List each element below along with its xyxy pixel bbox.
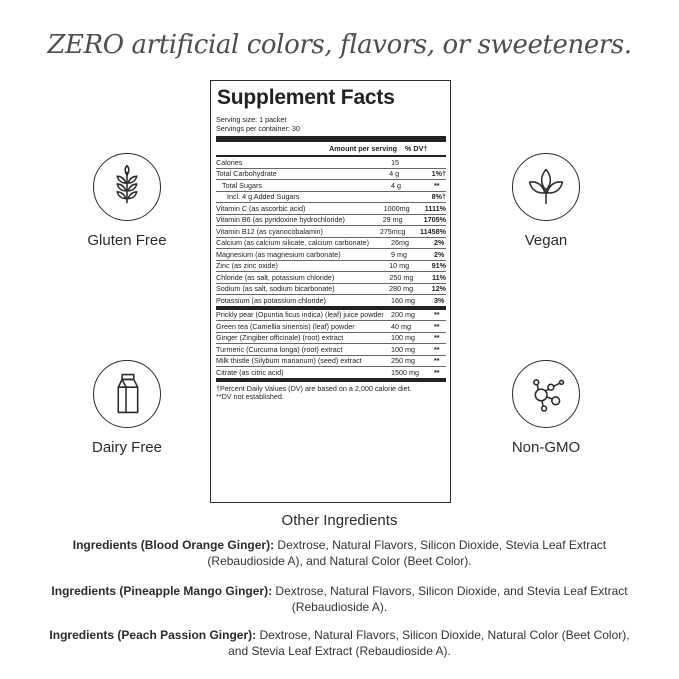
botanical-name: Turmeric (Curcuma longa) (root) extract <box>216 344 343 354</box>
facts-header-row <box>216 142 446 157</box>
servings-per-container: Servings per container: 30 <box>216 124 300 133</box>
botanical-dv: ** <box>434 310 440 319</box>
botanical-row <box>216 344 446 356</box>
leaf-icon <box>512 153 580 221</box>
nutrient-amount: 1000mg <box>383 203 410 213</box>
nutrient-dv: 91% <box>431 261 446 270</box>
botanical-amount: 200 mg <box>391 310 415 319</box>
botanical-row <box>216 333 446 345</box>
gluten-free-badge <box>72 153 182 249</box>
ingredients-pineapple-mango-ginger <box>40 583 639 615</box>
ingredients-text: Dextrose, Natural Flavors, Silicon Dioxide, Stevia Leaf Extract (Rebaudioside A), and Natural Color (Beet Color). <box>207 538 607 568</box>
nutrient-amount: 250 mg <box>389 272 414 282</box>
ingredients-peach-passion-ginger <box>40 627 639 659</box>
facts-row <box>216 261 446 273</box>
nutrient-amount: 15 <box>391 157 399 167</box>
ingredients-label: Ingredients (Pineapple Mango Ginger): <box>51 584 273 598</box>
nutrient-name: Total Carbohydrate <box>216 169 277 178</box>
ingredients-text: Dextrose, Natural Flavors, Silicon Dioxide, Natural Color (Beet Color), and Stevia Leaf Extract (Rebaudioside A). <box>228 628 630 658</box>
botanical-row <box>216 356 446 368</box>
facts-row <box>216 192 446 204</box>
nutrient-dv: 3% <box>434 295 445 305</box>
facts-row <box>216 272 446 284</box>
nutrient-name: Vitamin B6 (as pyridoxine hydrochloride) <box>216 215 345 224</box>
nutrient-amount: 280 mg <box>389 284 414 293</box>
amount-per-serving-header: Amount per serving <box>329 144 397 153</box>
botanical-row <box>216 367 446 378</box>
facts-row <box>216 215 446 227</box>
nutrient-name: Sodium (as salt, sodium bicarbonate) <box>216 284 335 293</box>
nutrient-dv: 2% <box>434 249 445 259</box>
ingredients-blood-orange-ginger <box>40 537 639 569</box>
botanical-amount: 40 mg <box>391 321 411 331</box>
dv-footnote: †Percent Daily Values (DV) are based on a 2,000 calorie diet. <box>216 383 412 393</box>
nutrient-amount: 10 mg <box>389 261 410 270</box>
botanical-dv: ** <box>434 356 440 365</box>
dv-not-established-footnote: **DV not established. <box>216 391 284 401</box>
botanical-name: Prickly pear (Opuntia ficus indica) (leaf) juice powder <box>216 310 384 319</box>
facts-row <box>216 203 446 215</box>
ingredients-label: Ingredients (Peach Passion Ginger): <box>49 628 257 642</box>
botanical-dv: ** <box>434 344 440 354</box>
nutrient-name: Total Sugars <box>222 180 262 190</box>
nutrient-name: Incl. 4 g Added Sugars <box>227 192 300 201</box>
non-gmo-label: Non-GMO <box>511 439 581 456</box>
facts-footnote <box>216 378 446 401</box>
nutrient-amount: 4 g <box>391 180 401 190</box>
vegan-label: Vegan <box>524 232 568 249</box>
gluten-free-label: Gluten Free <box>87 232 167 249</box>
nutrient-amount: 160 mg <box>391 295 415 305</box>
nutrient-dv: 2% <box>434 238 445 247</box>
facts-row <box>216 284 446 296</box>
botanical-amount: 100 mg <box>391 333 415 342</box>
nutrient-name: Zinc (as zinc oxide) <box>216 261 278 270</box>
nutrient-dv <box>434 159 446 167</box>
nutrient-dv: ** <box>434 180 440 190</box>
nutrient-name: Calories <box>216 157 243 167</box>
supplement-facts-title: Supplement Facts <box>217 86 395 109</box>
non-gmo-badge <box>491 360 601 456</box>
ingredients-text: Dextrose, Natural Flavors, Silicon Dioxide, and Stevia Leaf Extract (Rebaudioside A). <box>272 584 628 614</box>
molecule-icon <box>512 360 580 428</box>
botanical-name: Green tea (Camellia sinensis) (leaf) powder <box>216 321 355 331</box>
facts-row <box>216 295 446 306</box>
botanical-row <box>216 310 446 322</box>
nutrient-amount: 4 g <box>389 169 400 178</box>
facts-row <box>216 180 446 192</box>
facts-row <box>216 169 446 181</box>
botanical-name: Citrate (as citric acid) <box>216 367 284 377</box>
facts-row <box>216 238 446 250</box>
botanical-name: Ginger (Zingiber officinale) (root) extract <box>216 333 344 342</box>
nutrient-amount <box>389 193 432 201</box>
dairy-free-badge <box>72 360 182 456</box>
supplement-facts-panel <box>210 80 451 503</box>
milk-carton-icon <box>93 360 161 428</box>
botanical-dv: ** <box>434 367 440 377</box>
ingredients-label: Ingredients (Blood Orange Ginger): <box>72 538 275 552</box>
other-ingredients-title: Other Ingredients <box>281 512 398 529</box>
nutrient-name: Vitamin C (as ascorbic acid) <box>216 203 306 213</box>
botanical-name: Milk thistle (Silybum marianum) (seed) extract <box>216 356 362 365</box>
dairy-free-label: Dairy Free <box>91 439 162 456</box>
botanical-dv: ** <box>434 321 440 331</box>
nutrient-dv: 1111% <box>424 203 446 213</box>
nutrient-dv: 12% <box>431 284 446 293</box>
nutrient-amount: 275mcg <box>379 226 406 236</box>
nutrient-dv: 1705% <box>423 215 446 224</box>
botanical-amount: 1500 mg <box>391 367 419 377</box>
nutrient-name: Potassium (as potassium chloride) <box>216 295 326 305</box>
nutrient-dv: 8%† <box>431 192 446 201</box>
vegan-badge <box>491 153 601 249</box>
nutrient-amount: 26mg <box>391 238 409 247</box>
botanical-amount: 100 mg <box>391 344 415 354</box>
facts-row <box>216 157 446 169</box>
nutrient-amount: 9 mg <box>391 249 407 259</box>
facts-row <box>216 249 446 261</box>
dv-header: % DV† <box>405 144 428 153</box>
nutrient-dv: 1%† <box>431 169 446 178</box>
nutrient-name: Vitamin B12 (as cyanocobalamin) <box>216 226 323 236</box>
nutrient-amount: 29 mg <box>382 215 403 224</box>
headline: ZERO artificial colors, flavors, or sweeteners. <box>47 30 632 60</box>
wheat-icon <box>93 153 161 221</box>
botanical-row <box>216 321 446 333</box>
botanical-amount: 250 mg <box>391 356 415 365</box>
nutrient-name: Chloride (as salt, potassium chloride) <box>216 272 335 282</box>
botanical-dv: ** <box>434 333 440 342</box>
nutrient-dv: 11458% <box>420 226 446 236</box>
nutrient-name: Magnesium (as magnesium carbonate) <box>216 249 341 259</box>
nutrient-name: Calcium (as calcium silicate, calcium carbonate) <box>216 238 369 247</box>
nutrient-dv: 11% <box>432 272 446 282</box>
facts-row <box>216 226 446 238</box>
serving-size: Serving size: 1 packet <box>216 115 287 124</box>
